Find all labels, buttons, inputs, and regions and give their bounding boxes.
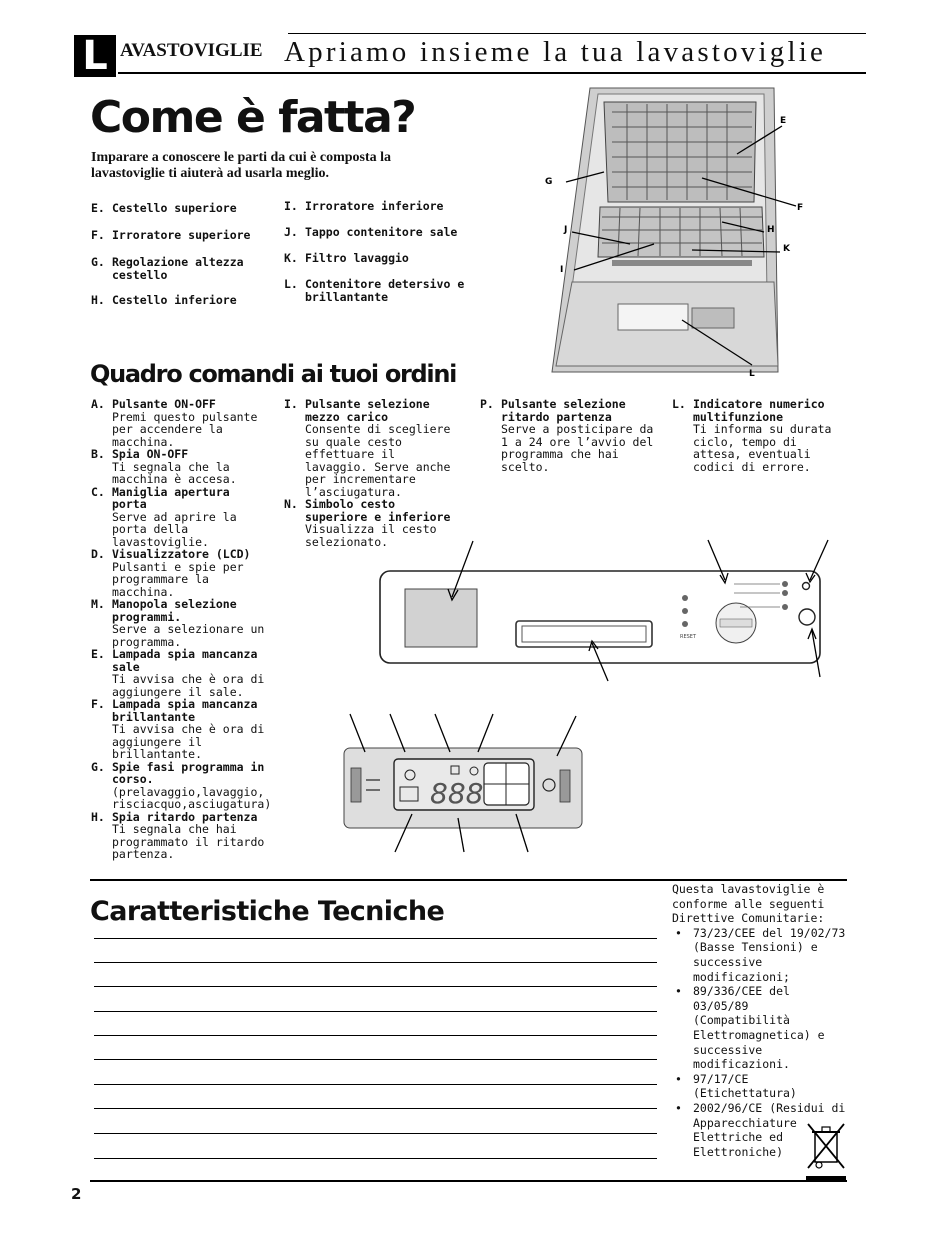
controls-column-4 bbox=[672, 398, 847, 473]
writing-line bbox=[94, 1158, 657, 1159]
photo-label-l: L bbox=[749, 369, 755, 379]
writing-line bbox=[94, 1108, 657, 1109]
intro-text: Imparare a conoscere le parti da cui è composta la lavastoviglie ti aiuterà ad usarla meglio. bbox=[91, 150, 392, 181]
photo-label-g: G bbox=[545, 177, 553, 187]
header-top-rule bbox=[288, 33, 866, 34]
directive-item: • 73/23/CEE del 19/02/73 (Basse Tensioni) e successive modificazioni; bbox=[675, 925, 846, 984]
control-item: N. Simbolo cesto superiore e inferiore Visualizza il cesto selezionato. bbox=[284, 497, 451, 549]
part-item: H. Cestello inferiore bbox=[91, 293, 237, 307]
part-item: G. Regolazione altezza cestello bbox=[91, 255, 244, 282]
controls-column-3 bbox=[480, 398, 655, 473]
bottom-rule bbox=[90, 1180, 847, 1182]
writing-line bbox=[94, 986, 657, 987]
directive-item: • 2002/96/CE (Residui di Apparecchiature Elettriche ed Elettroniche) bbox=[675, 1100, 846, 1159]
control-item: P. Pulsante selezione ritardo partenza Serve a posticipare da 1 a 24 ore l’avvio del programma che hai scelto. bbox=[480, 397, 654, 474]
section-brand: AVASTOVIGLIE bbox=[120, 40, 263, 61]
part-item: L. Contenitore detersivo e brillantante bbox=[284, 277, 465, 304]
photo-label-h: H bbox=[767, 225, 775, 235]
tech-title: Caratteristiche Tecniche bbox=[90, 896, 445, 927]
page-number: 2 bbox=[71, 1185, 82, 1203]
directive-item: • 97/17/CE (Etichettatura) bbox=[675, 1071, 797, 1101]
control-item: D. Visualizzatore (LCD) Pulsanti e spie per programmare la macchina. bbox=[91, 547, 251, 599]
control-item: I. Pulsante selezione mezzo carico Consente di scegliere su quale cesto effettuare il lavaggio. Serve anche per incrementare l’asciugatura. bbox=[284, 397, 451, 499]
directives-box bbox=[672, 882, 847, 1159]
writing-line bbox=[94, 1011, 657, 1012]
control-item: C. Maniglia apertura porta Serve ad aprire la porta della lavastoviglie. bbox=[91, 484, 237, 549]
control-item: M. Manopola selezione programmi. Serve a selezionare un programma. bbox=[91, 597, 265, 649]
photo-label-i: I bbox=[560, 265, 564, 275]
part-item: K. Filtro lavaggio bbox=[284, 251, 409, 265]
page-title: Come è fatta? bbox=[90, 92, 416, 143]
section-letter-badge: L bbox=[74, 35, 116, 77]
control-item: B. Spia ON-OFF Ti segnala che la macchina è accesa. bbox=[91, 447, 237, 486]
control-item: A. Pulsante ON-OFF Premi questo pulsante per accendere la macchina. bbox=[91, 397, 258, 449]
control-item: G. Spie fasi programma in corso. (prelavaggio,lavaggio, risciacquo,asciugatura) bbox=[91, 759, 272, 811]
control-item: H. Spia ritardo partenza Ti segnala che hai programmato il ritardo partenza. bbox=[91, 809, 265, 861]
control-panel-illustration bbox=[340, 535, 840, 685]
header-rule bbox=[118, 72, 866, 74]
photo-label-f: F bbox=[797, 203, 804, 213]
parts-list-left bbox=[91, 202, 271, 307]
controls-title: Quadro comandi ai tuoi ordini bbox=[90, 360, 457, 388]
lcd-digits: 888 bbox=[430, 777, 484, 810]
writing-line bbox=[94, 1133, 657, 1134]
controls-column-2 bbox=[284, 398, 459, 548]
lcd-panel-illustration bbox=[338, 708, 588, 858]
header-subtitle: Apriamo insieme la tua lavastoviglie bbox=[284, 36, 827, 68]
control-item: E. Lampada spia mancanza sale Ti avvisa che è ora di aggiungere il sale. bbox=[91, 647, 265, 699]
photo-label-j: J bbox=[564, 225, 568, 235]
panel-reset-label: RESET bbox=[680, 634, 697, 640]
photo-label-e: E bbox=[780, 116, 787, 126]
writing-line bbox=[94, 1059, 657, 1060]
part-item: I. Irroratore inferiore bbox=[284, 199, 444, 213]
part-item: J. Tappo contenitore sale bbox=[284, 225, 458, 239]
writing-line bbox=[94, 938, 657, 939]
part-item: F. Irroratore superiore bbox=[91, 228, 251, 242]
parts-list-right bbox=[284, 200, 469, 304]
writing-line bbox=[94, 1035, 657, 1036]
dishwasher-interior-illustration bbox=[542, 82, 812, 380]
weee-crossed-bin-icon bbox=[806, 1122, 846, 1184]
photo-label-k: K bbox=[783, 244, 790, 254]
writing-line bbox=[94, 962, 657, 963]
control-item: L. Indicatore numerico multifunzione Ti informa su durata ciclo, tempo di attesa, eventuali codici di errore. bbox=[672, 397, 832, 474]
directives-intro: Questa lavastoviglie è conforme alle seguenti Direttive Comunitarie: bbox=[672, 882, 825, 926]
directive-item: • 89/336/CEE del 03/05/89 (Compatibilità Elettromagnetica) e successive modificazioni. bbox=[675, 984, 825, 1072]
controls-column-1 bbox=[91, 398, 271, 861]
writing-line bbox=[94, 1084, 657, 1085]
tech-top-rule bbox=[90, 879, 847, 881]
part-item: E. Cestello superiore bbox=[91, 201, 237, 215]
control-item: F. Lampada spia mancanza brillantante Ti avvisa che è ora di aggiungere il brillantante. bbox=[91, 697, 265, 761]
